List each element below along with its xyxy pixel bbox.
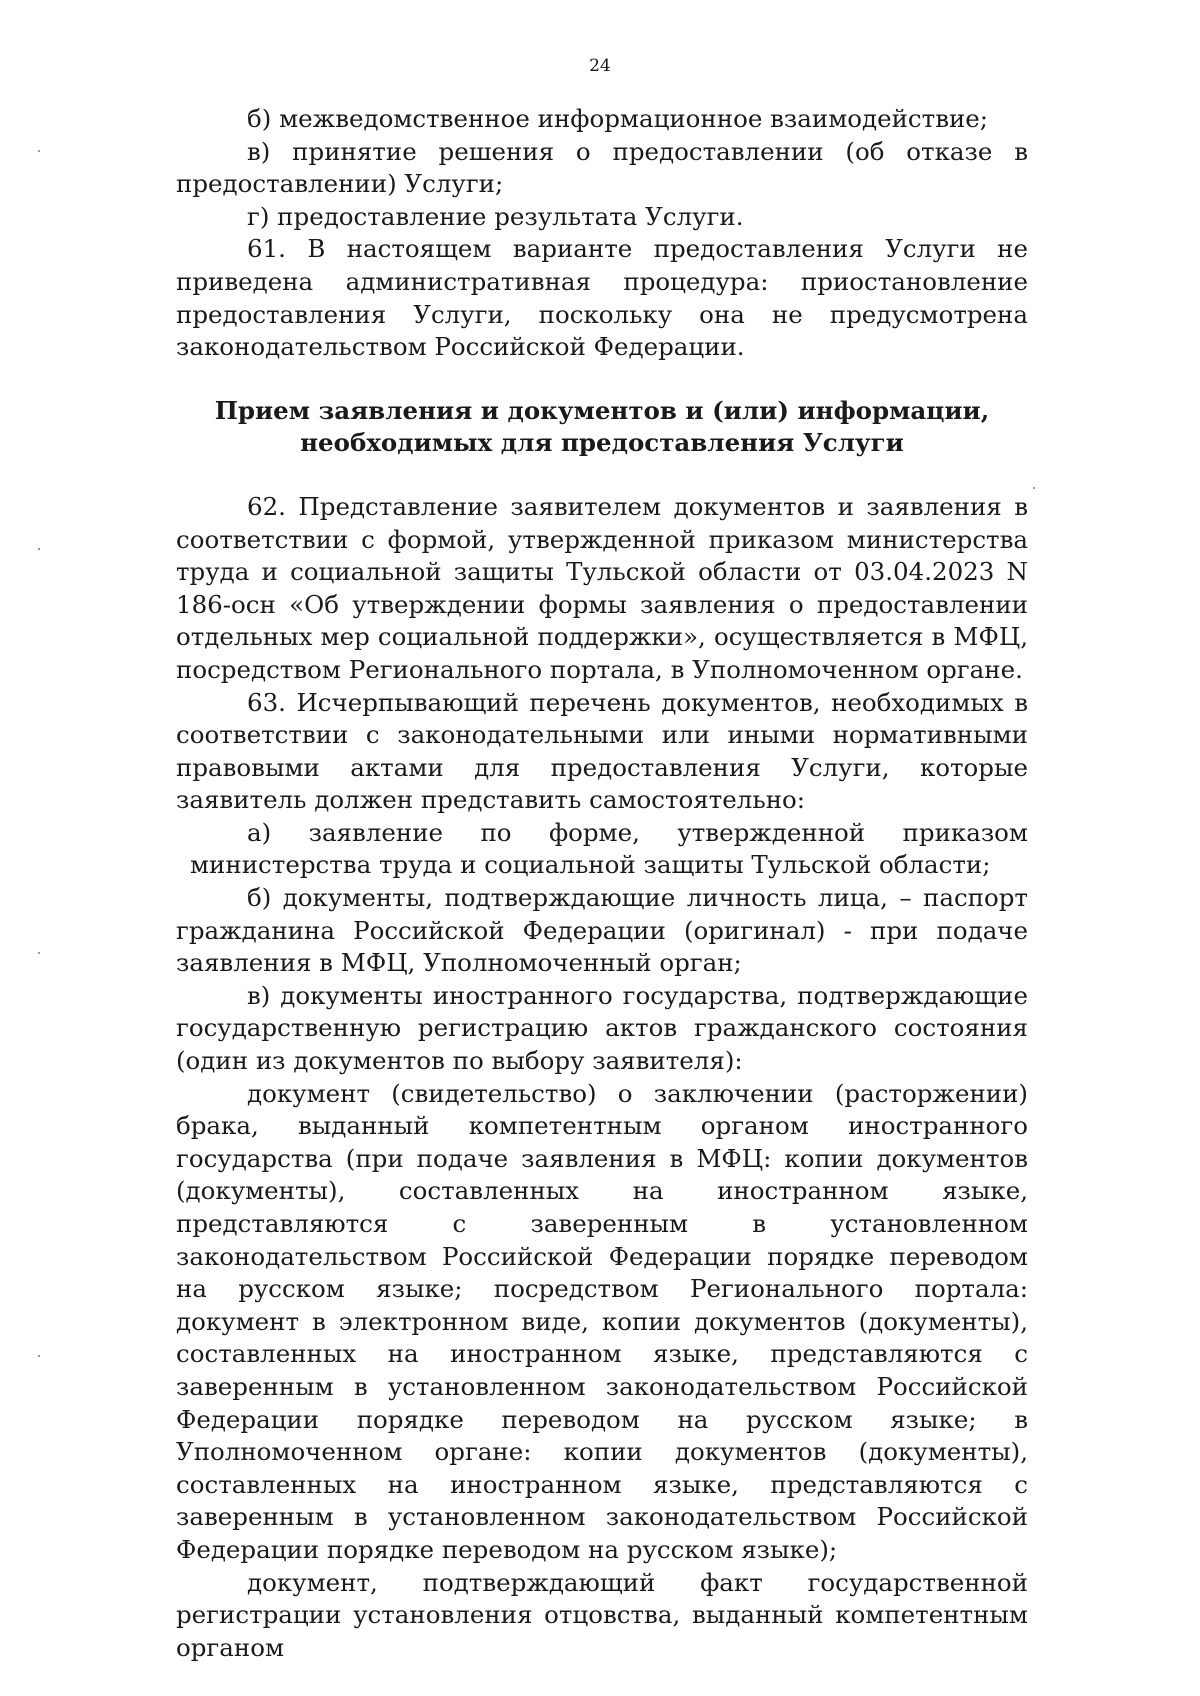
paragraph-b-interagency: б) межведомственное информационное взаимодействие; [247, 104, 989, 133]
list-item-b: б) документы, подтверждающие личность лица, – паспорт гражданина Российской Федерации (оригинал) - при подаче заявления в МФЦ, Уполномоченный орган; [176, 883, 1028, 978]
paragraph-v-decision: в) принятие решения о предоставлении (об отказе в предоставлении) Услуги; [176, 136, 1028, 199]
paragraph-paternity-document: документ, подтверждающий факт государственной регистрации установления отцовства, выданный компетентным органом [176, 1567, 1028, 1662]
section-heading-line-2: необходимых для предоставления Услуги [300, 428, 904, 458]
paragraph-62: 62. Представление заявителем документов и заявления в соответствии с формой, утвержденной приказом министерства труда и социальной защиты Тульской области от 03.04.2023 N 186-осн «Об утверждении формы заявления о предоставлении отдельных мер социальной поддержки», осуществляется в МФЦ, посредством Регионального портала, в Уполномоченном органе. [176, 491, 1028, 684]
paragraph-g-result: г) предоставление результата Услуги. [247, 201, 744, 231]
list-item-v: в) документы иностранного государства, подтверждающие государственную регистрацию актов гражданского состояния (один из документов по выбору заявителя): [176, 980, 1028, 1076]
paragraph-marriage-document: документ (свидетельство) о заключении (расторжении) брака, выданный компетентным органом иностранного государства (при подаче заявления в МФЦ: копии документов (документы), составленных на иностранном языке, представляются с заверенным в установленном законодательством Российской Федерации порядке переводом на русском языке; посредством Регионального портала: документ в электронном виде, копии документов (документы), составленных на иностранном языке, представляются с заверенным в установленном законодательством Российской Федерации порядке переводом на русском языке; в Уполномоченном органе: копии документов (документы), составленных на иностранном языке, представляются с заверенным в установленном законодательством Российской Федерации порядке переводом на русском языке); [176, 1078, 1028, 1564]
paragraph-63: 63. Исчерпывающий перечень документов, необходимых в соответствии с законодательными или иными нормативными правовыми актами для предоставления Услуги, которые заявитель должен представить самостоятельно: [176, 687, 1028, 815]
scan-speck [38, 150, 40, 152]
list-item-a: а) заявление по форме, утвержденной приказом министерства труда и социальной защиты Тульской области; [190, 817, 1028, 880]
document-body [176, 103, 1028, 1664]
scan-speck [38, 548, 40, 550]
page-number: 24 [589, 56, 611, 76]
section-heading-line-1: Прием заявления и документов и (или) информации, [214, 395, 990, 425]
scan-speck [1033, 487, 1035, 489]
scan-speck [38, 1355, 40, 1357]
scan-speck [38, 952, 40, 954]
paragraph-61: 61. В настоящем варианте предоставления Услуги не приведена административная процедура: приостановление предоставления Услуги, поскольку она не предусмотрена законодательством Российской Федерации. [176, 234, 1028, 362]
